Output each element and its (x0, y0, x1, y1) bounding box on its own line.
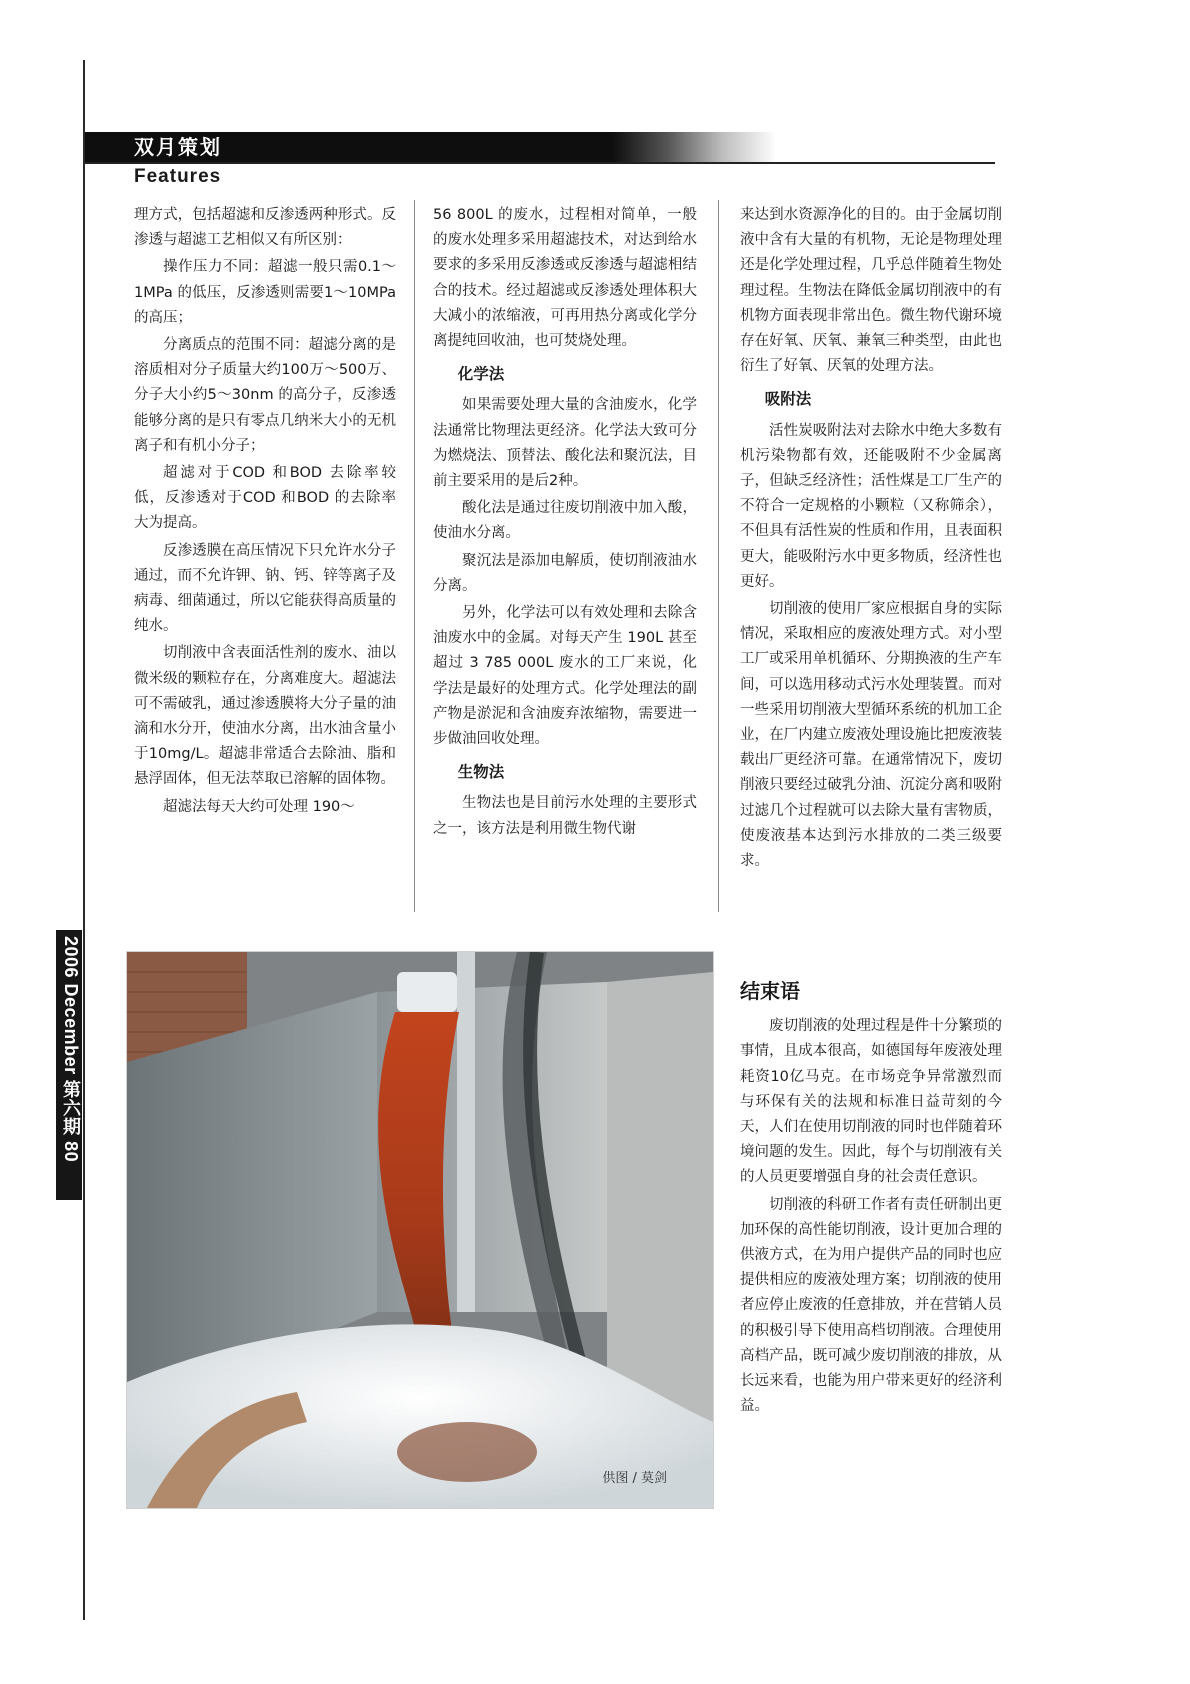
article-column-1 (134, 203, 396, 822)
paragraph: 切削液中含表面活性剂的废水、油以微米级的颗粒存在，分离难度大。超滤法可不需破乳，通过渗透膜将大分子量的油滴和水分开，使油水分离，出水油含量小于10mg/L。超滤非常适合去除油、脂和悬浮固体，但无法萃取已溶解的固体物。 (134, 645, 396, 788)
paragraph: 另外，化学法可以有效处理和去除含油废水中的金属。对每天产生 190L 甚至超过 3 785 000L 废水的工厂来说，化学法是最好的处理方式。化学处理法的副产物是淤泥和含油废弃浓缩物，需要进一步做油回收处理。 (433, 605, 697, 748)
header-rule (85, 162, 995, 164)
conclusion-section (740, 975, 1002, 1421)
outlet-pipe (397, 972, 457, 1012)
paragraph: 切削液的使用厂家应根据自身的实际情况，采取相应的废液处理方式。对小型工厂或采用单机循环、分期换液的生产车间，可以选用移动式污水处理装置。而对一些采用切削液大型循环系统的机加工企业，在厂内建立废液处理设施比把废液装载出厂更经济可靠。在通常情况下，废切削液只要经过破乳分油、沉淀分离和吸附过滤几个过程就可以去除大量有害物质，使废液基本达到污水排放的二类三级要求。 (740, 601, 1002, 870)
section-subtitle: Features (134, 166, 222, 187)
paragraph: 如果需要处理大量的含油废水，化学法通常比物理法更经济。化学法大致可分为燃烧法、顶替法、酸化法和聚沉法，目前主要采用的是后2种。 (433, 397, 697, 490)
paragraph: 56 800L 的废水，过程相对简单，一般的废水处理多采用超滤技术，对达到给水要求的多采用反渗透或反渗透与超滤相结合的技术。经过超滤或反渗透处理体积大大减小的浓缩液，可再用热分离或化学分离提纯回收油，也可焚烧处理。 (433, 207, 697, 350)
paragraph: 来达到水资源净化的目的。由于金属切削液中含有大量的有机物，无论是物理处理还是化学处理过程，几乎总伴随着生物处理过程。生物法在降低金属切削液中的有机物方面表现非常出色。微生物代谢环境存在好氧、厌氧、兼氧三种类型，由此也衍生了好氧、厌氧的处理方法。 (740, 207, 1002, 375)
paragraph: 超滤法每天大约可处理 190～ (163, 798, 355, 815)
paragraph: 生物法也是目前污水处理的主要形式之一，该方法是利用微生物代谢 (433, 795, 697, 837)
paragraph: 分离质点的范围不同：超滤分离的是溶质相对分子质量大约100万～500万、分子大小约5～30nm 的高分子，反渗透能够分离的是只有零点几纳米大小的无机离子和有机小分子； (134, 337, 396, 454)
paragraph: 活性炭吸附法对去除水中绝大多数有机污染物都有效，还能吸附不少金属离子，但缺乏经济性；活性煤是工厂生产的不符合一定规格的小颗粒（又称筛余），不但具有活性炭的性质和作用，且表面积更大，能吸附污水中更多物质，经济性也更好。 (740, 422, 1002, 590)
article-column-2 (433, 203, 697, 844)
section-title: 双月策划 (134, 135, 222, 159)
paragraph: 理方式，包括超滤和反渗透两种形式。反渗透与超滤工艺相似又有所区别： (134, 207, 396, 249)
article-column-3 (740, 203, 1002, 876)
heading-biological-method: 生物法 (457, 763, 505, 782)
conclusion-heading: 结束语 (740, 979, 800, 1003)
left-margin-rule (83, 60, 85, 1620)
paragraph: 聚沉法是添加电解质，使切削液油水分离。 (433, 552, 697, 594)
paragraph: 超滤对于COD 和BOD 去除率较低，反渗透对于COD 和BOD 的去除率大为提高。 (134, 465, 396, 532)
issue-text: 2006 December 第六期 80 (61, 936, 81, 1163)
vertical-pipe (457, 952, 475, 1312)
heading-chemical-method: 化学法 (457, 365, 505, 384)
wastewater-photo-illustration (127, 952, 713, 1508)
heading-adsorption-method: 吸附法 (764, 390, 812, 409)
paragraph: 酸化法是通过往废切削液中加入酸，使油水分离。 (433, 500, 697, 542)
paragraph: 反渗透膜在高压情况下只允许水分子通过，而不允许钾、钠、钙、锌等离子及病毒、细菌通过，所以它能获得高质量的纯水。 (134, 542, 396, 635)
paragraph: 废切削液的处理过程是件十分繁琐的事情，且成本很高，如德国每年废液处理耗资10亿马克。在市场竞争异常激烈而与环保有关的法规和标准日益苛刻的今天，人们在使用切削液的同时也伴随着环境问题的发生。因此，每个与切削液有关的人员更要增强自身的社会责任意识。 (740, 1018, 1002, 1186)
photo-credit: 供图 / 莫剑 (602, 1471, 667, 1486)
issue-side-tab (56, 930, 82, 1200)
wastewater-photo (126, 951, 714, 1509)
column-divider (718, 200, 719, 912)
column-divider (414, 200, 415, 912)
paragraph: 操作压力不同：超滤一般只需0.1～1MPa 的低压，反渗透则需要1～10MPa 的高压； (134, 259, 396, 326)
paragraph: 切削液的科研工作者有责任研制出更加环保的高性能切削液，设计更加合理的供液方式，在为用户提供产品的同时也应提供相应的废液处理方案；切削液的使用者应停止废液的任意排放，并在营销人员的积极引导下使用高档切削液。合理使用高档产品，既可减少废切削液的排放，从长远来看，也能为用户带来更好的经济利益。 (740, 1196, 1002, 1415)
